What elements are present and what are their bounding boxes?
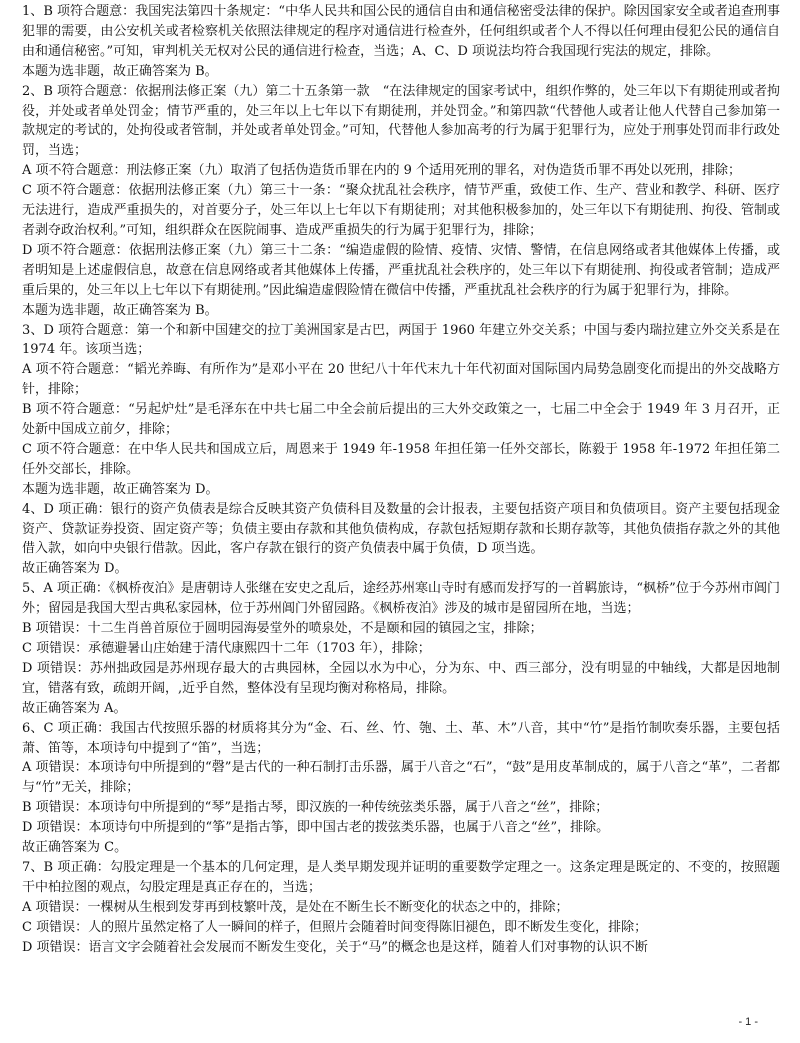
page-number: - 1 -	[738, 1016, 758, 1028]
paragraph: D 项错误：苏州拙政园是苏州现存最大的古典园林，全园以水为中心，分为东、中、西三部分，没有明显的中轴线，大都是因地制宜，错落有致，疏朗开阔，,近乎自然，整体没有呈现均衡对称格局，排除。	[22, 660, 780, 696]
paragraph: 3、D 项符合题意：第一个和新中国建交的拉丁美洲国家是古巴，两国于 1960 年建立外交关系；中国与委内瑞拉建立外交关系是在 1974 年。该项当选；	[22, 322, 780, 358]
paragraph: D 项错误：本项诗句中所提到的“筝”是指古筝，即中国古老的拨弦类乐器，也属于八音之“丝”，排除。	[22, 820, 610, 836]
paragraph: 故正确答案为 A。	[22, 700, 127, 716]
paragraph: 5、A 项正确：《枫桥夜泊》是唐朝诗人张继在安史之乱后，途经苏州寒山寺时有感而发抒写的一首羁旅诗，“枫桥”位于今苏州市阊门外；留园是我国大型古典私家园林，位于苏州阊门外留园路。《枫桥夜泊》涉及的城市是留园所在地，当选；	[22, 581, 780, 617]
paragraph: 本题为选非题，故正确答案为 B。	[22, 63, 218, 79]
paragraph: 4、D 项正确：银行的资产负债表是综合反映其资产负债科目及数量的会计报表，主要包括资产项目和负债项目。资产主要包括现金资产、贷款证券投资、固定资产等；负债主要由存款和其他负债构成，存款包括短期存款和长期存款等，其他负债指存款之外的其他借入款，如向中央银行借款。因此，客户存款在银行的资产负债表中属于负债，D 项当选。	[22, 501, 780, 557]
paragraph: C 项错误：承德避暑山庄始建于清代康熙四十二年（1703 年），排除；	[22, 641, 431, 656]
paragraph: C 项不符合题意：在中华人民共和国成立后，周恩来于 1949 年-1958 年担任第一任外交部长，陈毅于 1958 年-1972 年担任第二任外交部长，排除。	[22, 441, 780, 477]
paragraph: A 项错误：一棵树从生根到发芽再到枝繁叶茂，是处在不断生长不断变化的状态之中的，排除；	[22, 899, 569, 915]
paragraph: D 项不符合题意：依据刑法修正案（九）第三十二条：“编造虚假的险情、疫情、灾情、警情，在信息网络或者其他媒体上传播，或者明知是上述虚假信息，故意在信息网络或者其他媒体上传播，严重扰乱社会秩序的，处三年以下有期徒刑、拘役或者管制；造成严重后果的，处三年以上七年以下有期徒刑。”因此编造虚假险情在微信中传播，严重扰乱社会秩序的行为属于犯罪行为，排除。	[22, 242, 780, 298]
paragraph: A 项错误：本项诗句中所提到的“磬”是古代的一种石制打击乐器，属于八音之“石”，“鼓”是用皮革制成的，属于八音之“革”，二者都与“竹”无关，排除；	[22, 760, 780, 796]
paragraph: 本题为选非题，故正确答案为 B。	[22, 302, 218, 318]
paragraph: B 项错误：十二生肖兽首原位于圆明园海晏堂外的喷泉处，不是颐和园的镇园之宝，排除；	[22, 621, 543, 637]
paragraph: A 项不符合题意：“韬光养晦、有所作为”是邓小平在 20 世纪八十年代末九十年代初面对国际国内局势急剧变化而提出的外交战略方针，排除；	[22, 362, 780, 398]
paragraph: 7、B 项正确：勾股定理是一个基本的几何定理，是人类早期发现并证明的重要数学定理之一。这条定理是既定的、不变的，按照题干中柏拉图的观点，勾股定理是真正存在的，当选；	[22, 859, 780, 895]
paragraph: B 项错误：本项诗句中所提到的“琴”是指古琴，即汉族的一种传统弦类乐器，属于八音之“丝”，排除；	[22, 800, 609, 816]
paragraph: 故正确答案为 C。	[22, 840, 128, 856]
paragraph: B 项不符合题意：“另起炉灶”是毛泽东在中共七届二中全会前后提出的三大外交政策之一，七届二中全会于 1949 年 3 月召开，正处新中国成立前夕，排除；	[22, 402, 780, 438]
paragraph: 6、C 项正确：我国古代按照乐器的材质将其分为“金、石、丝、竹、匏、土、革、木”八音，其中“竹”是指竹制吹奏乐器，主要包括萧、笛等，本项诗句中提到了“笛”，当选；	[22, 720, 780, 756]
paragraph: 1、B 项符合题意：我国宪法第四十条规定：“中华人民共和国公民的通信自由和通信秘密受法律的保护。除因国家安全或者追查刑事犯罪的需要，由公安机关或者检察机关依照法律规定的程序对通信进行检查外，任何组织或者个人不得以任何理由侵犯公民的通信自由和通信秘密。”可知，审判机关无权对公民的通信进行检查，当选；A、C、D 项说法均符合我国现行宪法的规定，排除。	[22, 4, 780, 59]
paragraph: C 项错误：人的照片虽然定格了人一瞬间的样子，但照片会随着时间变得陈旧褪色，即不断发生变化，排除；	[22, 919, 648, 935]
paragraph: 2、B 项符合题意：依据刑法修正案（九）第二十五条第一款 “在法律规定的国家考试中，组织作弊的，处三年以下有期徒刑或者拘役，并处或者单处罚金；情节严重的，处三年以上七年以下有期徒刑，并处罚金。”和第四款“代替他人或者让他人代替自己参加第一款规定的考试的，处拘役或者管制，并处或者单处罚金。”可知，代替他人参加高考的行为属于犯罪行为，应处于刑事处罚而非行政处罚，当选；	[22, 83, 780, 159]
paragraph: 本题为选非题，故正确答案为 D。	[22, 481, 219, 497]
answer-explanations	[22, 2, 780, 958]
paragraph: D 项错误：语言文字会随着社会发展而不断发生变化，关于“马”的概念也是这样，随着人们对事物的认识不断	[22, 939, 648, 955]
paragraph: C 项不符合题意：依据刑法修正案（九）第三十一条：“聚众扰乱社会秩序，情节严重，致使工作、生产、营业和教学、科研、医疗无法进行，造成严重损失的，对首要分子，处三年以上七年以下有期徒刑；对其他积极参加的，处三年以下有期徒刑、拘役、管制或者剥夺政治权利。”可知，组织群众在医院闹事、造成严重损失的行为属于犯罪行为，排除；	[22, 183, 780, 238]
paragraph: 故正确答案为 D。	[22, 561, 128, 577]
paragraph: A 项不符合题意：刑法修正案（九）取消了包括伪造货币罪在内的 9 个适用死刑的罪名，对伪造货币罪不再处以死刑，排除；	[22, 163, 742, 179]
